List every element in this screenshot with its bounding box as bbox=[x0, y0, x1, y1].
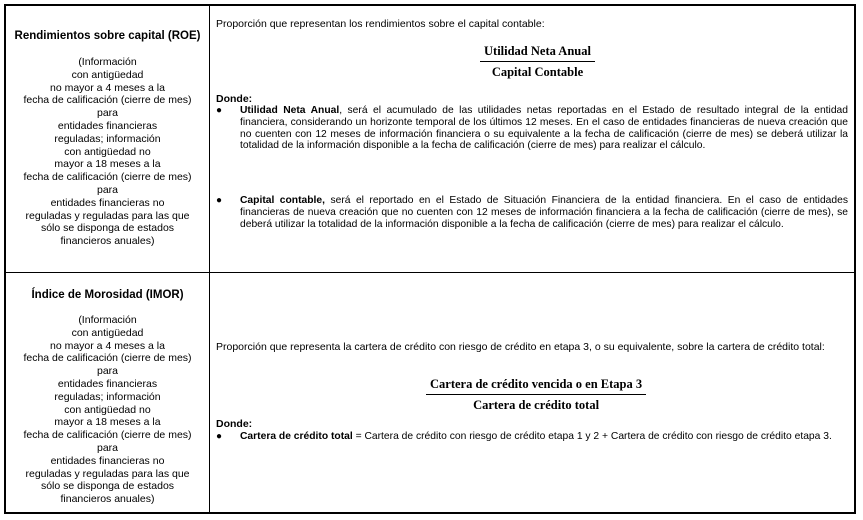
definition-cell-imor bbox=[210, 273, 854, 512]
definition-intro: Proporción que representan los rendimientos sobre el capital contable: bbox=[216, 18, 545, 30]
list-item bbox=[216, 195, 848, 230]
criteria-table bbox=[4, 4, 856, 514]
metric-title: Rendimientos sobre capital (ROE) bbox=[14, 30, 201, 42]
table-row-roe bbox=[6, 6, 854, 273]
definition-cell-roe bbox=[210, 6, 854, 272]
bullet-text: , será el acumulado de las utilidades netas reportadas en el Estado de resultado integral de la entidad financiera, considerando un horizonte temporal de los últimos 12 meses. En el caso de entidades financieras de nueva creación que no cuenten con 12 meses de información financiera o su equivalente a la fecha de calificación (cierre de mes) se deberá utilizar la totalidad de la información disponible a la fecha de calificación (cierre de mes) para realizar el cálculo. bbox=[240, 105, 849, 152]
bullet-icon: ● bbox=[216, 105, 223, 116]
metric-cell-imor bbox=[6, 273, 210, 512]
list-item bbox=[216, 431, 848, 443]
metric-cell-roe bbox=[6, 6, 210, 272]
formula-numerator: Utilidad Neta Anual bbox=[480, 44, 595, 62]
formula-numerator: Cartera de crédito vencida o en Etapa 3 bbox=[426, 377, 646, 395]
metric-title: Índice de Morosidad (IMOR) bbox=[31, 289, 184, 301]
roe-formula bbox=[480, 44, 595, 80]
bullet-term: Utilidad Neta Anual bbox=[240, 105, 340, 116]
formula-denominator: Capital Contable bbox=[491, 65, 584, 79]
metric-note: (Información con antigüedad no mayor a 4 meses a la fecha de calificación (cierre de mes) para entidades financieras reguladas; información con antigüedad no mayor a 18 meses a la fecha de calificación (cierre de mes) para entidades financieras no reguladas y reguladas para las que sólo se disponga de estados financieros anuales) bbox=[23, 56, 192, 248]
bullet-term: Capital contable, bbox=[240, 195, 325, 206]
donde-label: Donde: bbox=[216, 93, 253, 105]
imor-formula bbox=[426, 377, 646, 413]
bullet-text: = Cartera de crédito con riesgo de crédito etapa 1 y 2 + Cartera de crédito con riesgo de crédito etapa 3. bbox=[352, 431, 832, 442]
metric-note: (Información con antigüedad no mayor a 4 meses a la fecha de calificación (cierre de mes) para entidades financieras reguladas; información con antigüedad no mayor a 18 meses a la fecha de calificación (cierre de mes) para entidades financieras no reguladas y reguladas para las que sólo se disponga de estados financieros anuales) bbox=[23, 314, 192, 506]
donde-label: Donde: bbox=[216, 418, 253, 430]
bullet-icon: ● bbox=[216, 195, 223, 206]
formula-denominator: Cartera de crédito total bbox=[473, 398, 600, 412]
definition-intro: Proporción que representa la cartera de crédito con riesgo de crédito en etapa 3, o su equivalente, sobre la cartera de crédito total: bbox=[216, 341, 825, 353]
bullet-text: será el reportado en el Estado de Situación Financiera de la entidad financiera. En el caso de entidades financieras de nueva creación que no cuenten con 12 meses de información financiera a la fecha de calificación (cierre de mes), se deberá utilizar la totalidad de la información disponible a la fecha de calificación (cierre de mes) para realizar el cálculo. bbox=[240, 195, 849, 230]
bullet-icon: ● bbox=[216, 431, 223, 442]
bullet-term: Cartera de crédito total bbox=[240, 431, 353, 442]
table-row-imor bbox=[6, 273, 854, 512]
list-item bbox=[216, 105, 848, 152]
